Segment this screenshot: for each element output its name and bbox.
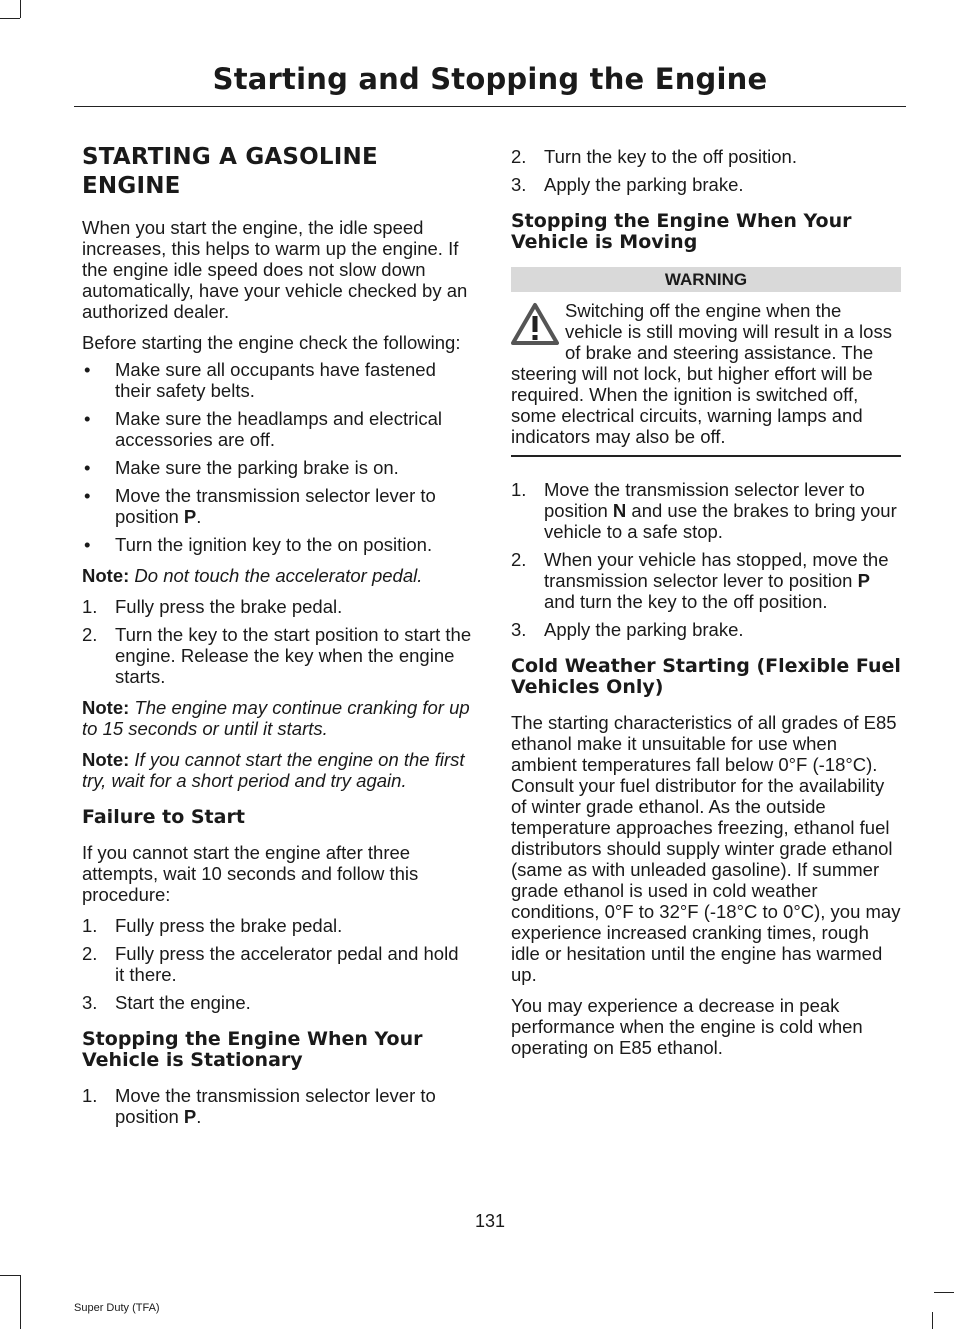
check-intro: Before starting the engine check the following:	[82, 332, 461, 353]
crop-mark	[0, 18, 20, 19]
footer-model: Super Duty (TFA)	[74, 1302, 160, 1314]
list-item: 3. Apply the parking brake.	[511, 174, 744, 195]
start-steps	[82, 596, 472, 687]
page-header	[74, 52, 906, 107]
list-item: 2. Turn the key to the off position.	[511, 146, 797, 167]
crop-mark	[20, 0, 21, 18]
cold-weather-heading: Cold Weather Starting (Flexible Fuel Vehicles Only)	[511, 655, 901, 698]
warning-body	[511, 300, 901, 447]
list-item: 1. Fully press the brake pedal.	[82, 915, 343, 936]
stationary-steps-continued	[511, 146, 901, 195]
failure-heading: Failure to Start	[82, 806, 245, 828]
warning-triangle-icon	[511, 302, 559, 346]
page-number: 131	[474, 1211, 506, 1231]
moving-steps	[511, 479, 901, 640]
list-item: 3. Start the engine.	[82, 992, 251, 1013]
crop-mark	[932, 1312, 933, 1329]
moving-heading: Stopping the Engine When Your Vehicle is Moving	[511, 210, 852, 253]
bullet-mark: •	[84, 457, 91, 478]
list-item: 1. Fully press the brake pedal.	[82, 596, 343, 617]
cold-weather-paragraph: The starting characteristics of all grades of E85 ethanol make it unsuitable for use when ambient temperatures fall below 0°F (-18°C). Consult your fuel distributor for the availability of winter grade ethanol. As the outside temperature approaches freezing, ethanol fuel distributors should supply winter grade ethanol (same as with unleaded gasoline). If summer grade ethanol is used in cold weather conditions, 0°F to 32°F (-18°C to 0°C), you may experience increased cranking times, rough idle or hesitation until the engine has warmed up.	[511, 712, 901, 985]
warning-banner: WARNING	[511, 267, 901, 292]
list-item: • Make sure the headlamps and electrical accessories are off.	[84, 408, 443, 450]
bullet-mark: •	[84, 359, 91, 380]
list-item: • Make sure all occupants have fastened their safety belts.	[84, 359, 436, 401]
bullet-mark: •	[84, 485, 91, 506]
list-item: • Make sure the parking brake is on.	[84, 457, 399, 478]
warning-text: Switching off the engine when the vehicle is still moving will result in a loss of brake and steering assistance. The steering will not lock, but higher effort will be required. When the ignition is switched off, some electrical circuits, warning lamps and indicators may also be off.	[511, 300, 892, 447]
list-item: 3. Apply the parking brake.	[511, 619, 744, 640]
note: Note: Do not touch the accelerator pedal.	[82, 565, 423, 586]
failure-steps	[82, 915, 472, 1013]
note: Note: The engine may continue cranking for up to 15 seconds or until it starts.	[82, 697, 470, 739]
stationary-steps	[82, 1085, 472, 1127]
crop-mark	[934, 1292, 954, 1293]
checklist	[82, 359, 472, 555]
intro-paragraph: When you start the engine, the idle speed increases, this helps to warm up the engine. If the engine idle speed does not slow down automatically, have your vehicle checked by an authorized dealer.	[82, 217, 468, 322]
list-item: 1. Move the transmission selector lever to position N and use the brakes to bring your vehicle to a safe stop.	[511, 479, 897, 542]
failure-intro: If you cannot start the engine after three attempts, wait 10 seconds and follow this procedure:	[82, 842, 419, 905]
list-item: • Move the transmission selector lever to position P.	[84, 485, 436, 527]
bullet-mark: •	[84, 408, 91, 429]
stationary-heading: Stopping the Engine When Your Vehicle is Stationary	[82, 1028, 423, 1071]
cold-weather-paragraph: You may experience a decrease in peak performance when the engine is cold when operating on E85 ethanol.	[511, 995, 863, 1058]
warning-divider	[511, 455, 901, 457]
page-title: Starting and Stopping the Engine	[212, 62, 768, 96]
left-column	[82, 143, 472, 1137]
note: Note: If you cannot start the engine on the first try, wait for a short period and try again.	[82, 749, 465, 791]
section-title: STARTING A GASOLINE ENGINE	[82, 144, 378, 199]
crop-mark	[20, 1275, 21, 1329]
list-item: 2. When your vehicle has stopped, move the transmission selector lever to position P and turn the key to the off position.	[511, 549, 889, 612]
list-item: 1. Move the transmission selector lever to position P.	[82, 1085, 436, 1127]
list-item: • Turn the ignition key to the on position.	[84, 534, 433, 555]
crop-mark	[0, 1275, 20, 1276]
list-item: 2. Fully press the accelerator pedal and hold it there.	[82, 943, 459, 985]
bullet-mark: •	[84, 534, 91, 555]
list-item: 2. Turn the key to the start position to start the engine. Release the key when the engine starts.	[82, 624, 472, 687]
right-column	[511, 146, 901, 1068]
